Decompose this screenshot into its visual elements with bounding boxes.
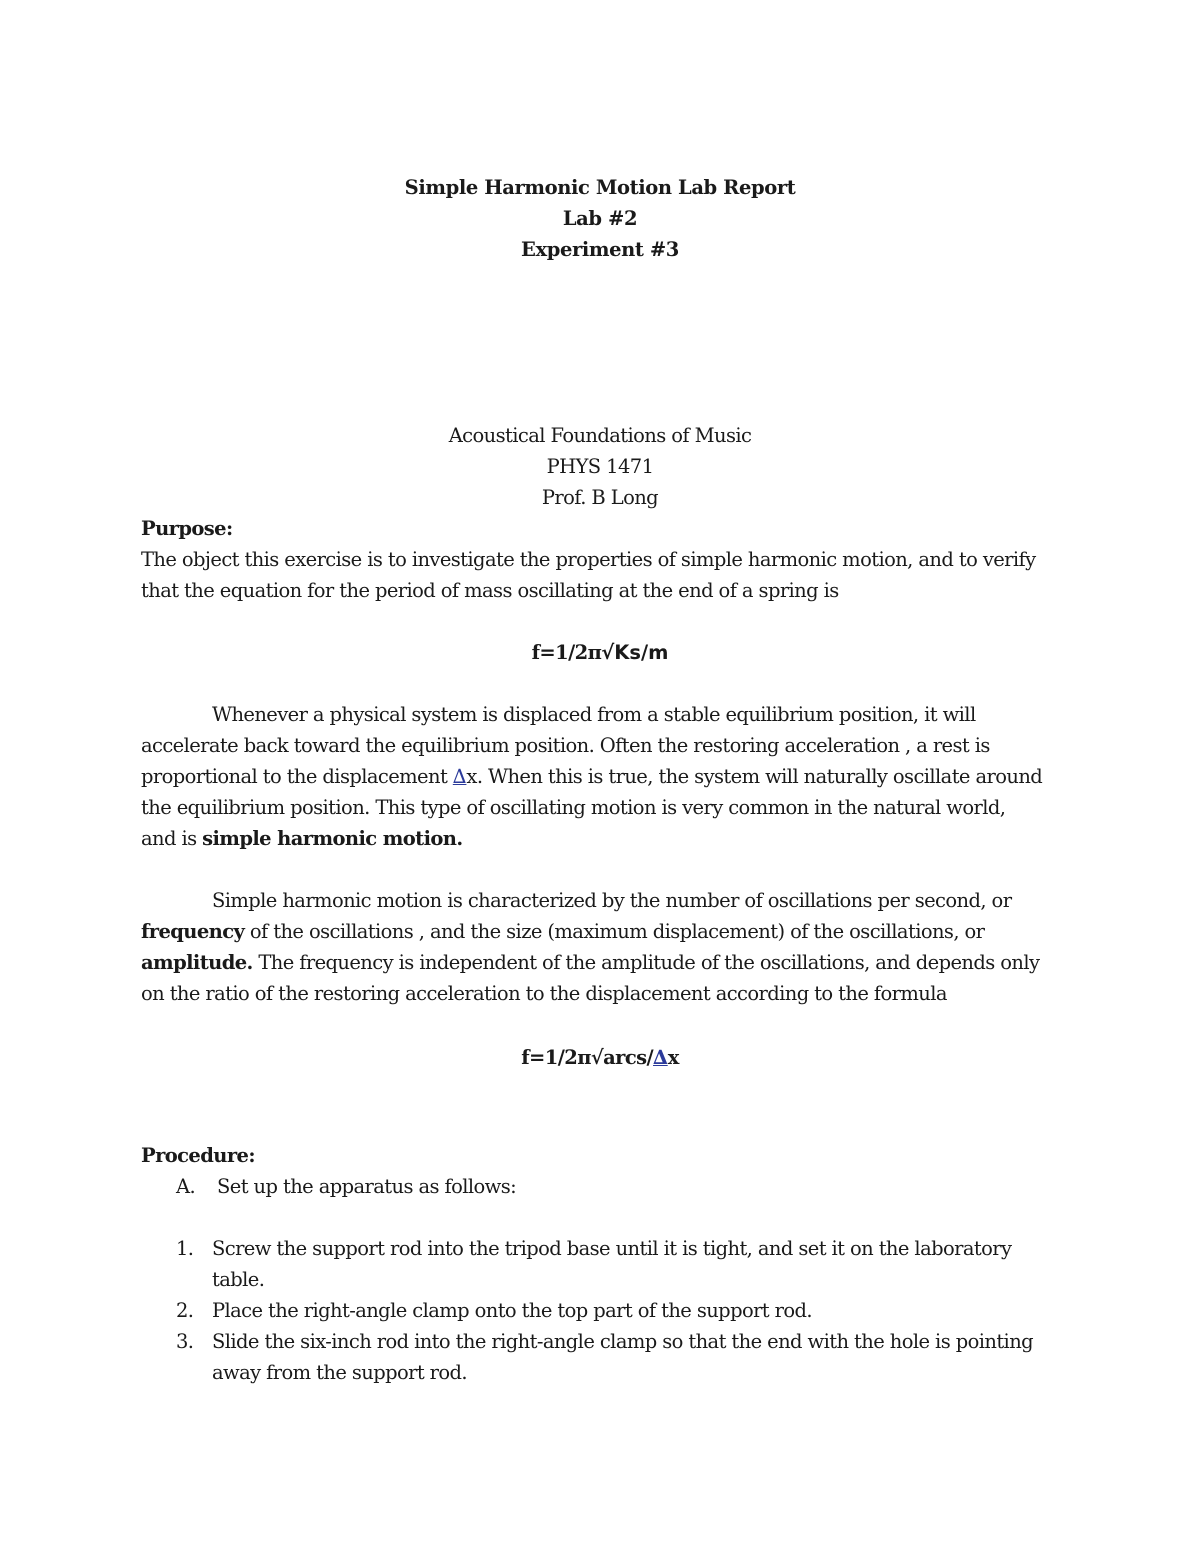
step-text: Screw the support rod into the tripod base until it is tight, and set it on the laboratory (212, 1237, 1012, 1260)
purpose-text-line: The object this exercise is to investigate the properties of simple harmonic motion, and to verify (141, 548, 1036, 571)
delta-symbol: ∆ (452, 765, 467, 788)
formula-serif-part: f=1/2π (531, 641, 602, 664)
step-text: Place the right-angle clamp onto the top part of the support rod. (212, 1299, 812, 1322)
bold-term: amplitude. (141, 951, 253, 974)
step-number: 2. (176, 1299, 194, 1322)
list-item: Set up the apparatus as follows: (217, 1175, 517, 1198)
course-name: Acoustical Foundations of Music (448, 424, 752, 447)
lab-number: Lab #2 (562, 207, 638, 230)
paragraph-line: Whenever a physical system is displaced from a stable equilibrium position, it will (212, 703, 976, 726)
step-text: Slide the six-inch rod into the right-angle clamp so that the end with the hole is pointing (212, 1330, 1034, 1353)
purpose-heading: Purpose: (141, 517, 233, 540)
step-number: 1. (176, 1237, 194, 1260)
paragraph-line (141, 827, 463, 851)
report-title: Simple Harmonic Motion Lab Report (404, 176, 796, 199)
step-text: away from the support rod. (212, 1361, 468, 1384)
paragraph-line: on the ratio of the restoring acceleration to the displacement according to the formula (141, 982, 947, 1005)
step-text: table. (212, 1268, 265, 1291)
course-code: PHYS 1471 (546, 455, 654, 478)
delta-symbol: ∆ (653, 1046, 668, 1069)
formula-text: f=1/2π√arcs/ (521, 1046, 654, 1069)
paragraph-line (141, 765, 1042, 789)
paragraph-line: accelerate back toward the equilibrium position. Often the restoring acceleration , a rest is (141, 734, 990, 757)
list-marker: A. (176, 1175, 196, 1198)
professor-name: Prof. B Long (541, 486, 659, 509)
paragraph-text: of the oscillations , and the size (maximum displacement) of the oscillations, or (244, 920, 985, 943)
procedure-heading: Procedure: (141, 1144, 255, 1167)
paragraph-text: x. When this is true, the system will naturally oscillate around (466, 765, 1043, 788)
paragraph-text: and is (141, 827, 203, 850)
bold-term: simple harmonic motion. (202, 827, 463, 850)
paragraph-line: the equilibrium position. This type of oscillating motion is very common in the natural world, (141, 796, 1006, 819)
formula-sans-part: √Ks/m (601, 641, 669, 664)
paragraph-text: proportional to the displacement (141, 765, 453, 788)
purpose-text-line: that the equation for the period of mass oscillating at the end of a spring is (141, 579, 839, 602)
amplitude-frequency-formula (0, 1046, 1200, 1070)
spring-frequency-formula (0, 641, 1200, 665)
paragraph-line (141, 920, 984, 944)
paragraph-line (141, 951, 1039, 975)
bold-term: frequency (141, 920, 245, 943)
paragraph-text: The frequency is independent of the amplitude of the oscillations, and depends only (252, 951, 1040, 974)
paragraph-line: Simple harmonic motion is characterized by the number of oscillations per second, or (212, 889, 1012, 912)
formula-text: x (667, 1046, 679, 1069)
experiment-number: Experiment #3 (521, 238, 679, 261)
step-number: 3. (176, 1330, 194, 1353)
